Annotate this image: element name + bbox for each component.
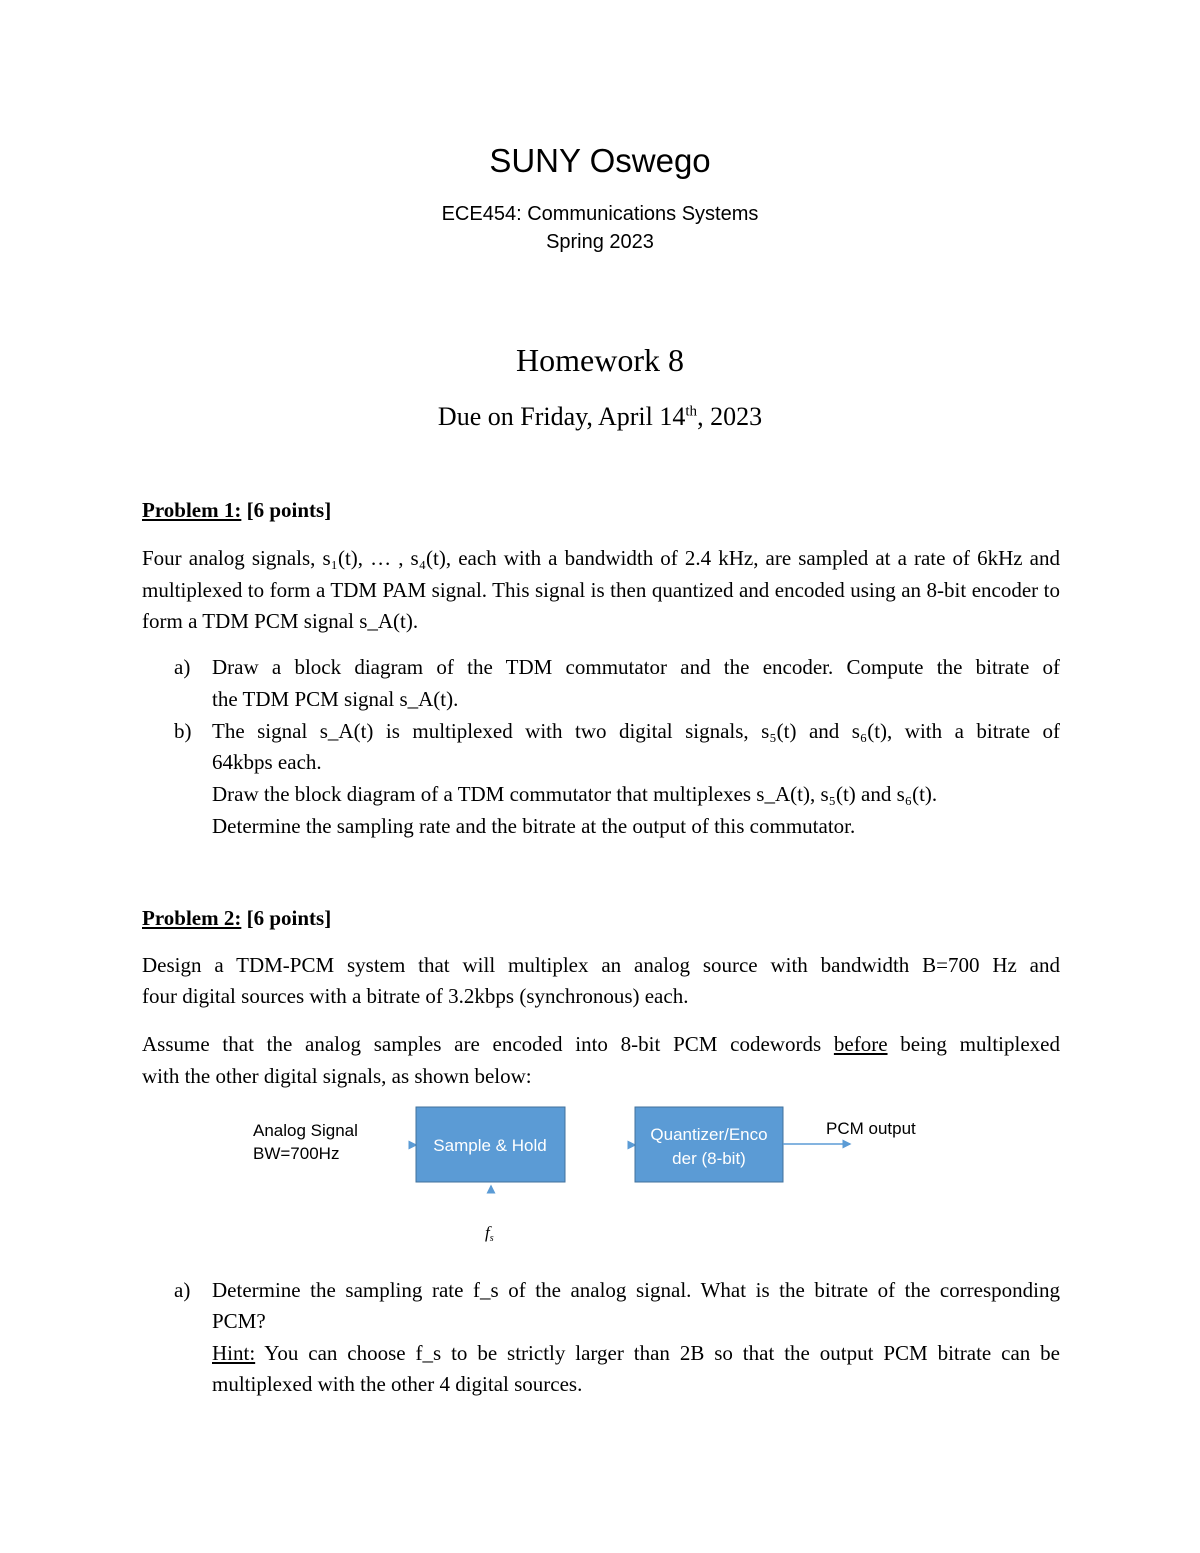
problem-1-b-line3: Draw the block diagram of a TDM commutator that multiplexes s_A(t), s₅(t) and s₆(t).	[212, 782, 938, 806]
due-prefix: Due on Friday, April 14	[437, 402, 686, 431]
fs-label: fs	[485, 1223, 494, 1244]
hint-label: Hint:	[212, 1341, 256, 1365]
problem-2-label: Problem 2:	[142, 906, 242, 930]
problem-2-hint-line2: multiplexed with the other 4 digital sources.	[212, 1372, 583, 1396]
due-suffix: , 2023	[697, 402, 763, 431]
problem-1-label: Problem 1:	[142, 498, 242, 522]
assume-post: being multiplexed	[887, 1032, 1060, 1056]
problem-1-intro: Four analog signals, s₁(t), … , s₄(t), each with a bandwidth of 2.4 kHz, are sampled at a rate of 6kHz and multiplexed to form a TDM PAM signal. This signal is then quantized and encoded using an 8-bit encoder to form a TDM PCM signal s_A(t).	[142, 546, 1060, 633]
pcm-output-label: PCM output	[826, 1119, 916, 1138]
due-superscript: th	[685, 403, 698, 420]
problem-2-a-line2: PCM?	[212, 1309, 266, 1333]
diagram-input-label-line1: Analog Signal	[253, 1121, 358, 1140]
course-name: ECE454: Communications Systems	[441, 203, 759, 225]
assume-underlined: before	[833, 1032, 888, 1056]
problem-2-hint-line1	[212, 1338, 1060, 1370]
problem-1-a-line2: the TDM PCM signal s_A(t).	[212, 687, 459, 711]
problem-1-b-marker: b)	[174, 719, 192, 743]
problem-1-b-line2: 64kbps each.	[212, 750, 322, 774]
problem-2-points: [6 points]	[241, 906, 332, 930]
problem-2-intro-line2: four digital sources with a bitrate of 3.2kbps (synchronous) each.	[142, 984, 689, 1008]
quantizer-label-line1: Quantizer/Enco	[650, 1125, 768, 1144]
problem-2-intro-line1: Design a TDM-PCM system that will multiplex an analog source with bandwidth B=700 Hz and	[142, 953, 1060, 977]
problem-1-a-marker: a)	[174, 655, 191, 679]
problem-1-points: [6 points]	[241, 498, 332, 522]
quantizer-label-line2: der (8-bit)	[672, 1149, 746, 1168]
assume-pre: Assume that the analog samples are encoded into 8-bit PCM codewords	[142, 1032, 834, 1056]
problem-1-b-line1: The signal s_A(t) is multiplexed with two digital signals, s₅(t) and s₆(t), with a bitrate of	[212, 719, 1060, 743]
problem-2-assume-line2: with the other digital signals, as shown below:	[142, 1064, 532, 1088]
problem-2-a-marker: a)	[174, 1278, 191, 1302]
problem-2-a-line1: Determine the sampling rate f_s of the analog signal. What is the bitrate of the corresponding	[212, 1278, 1060, 1302]
problem-1-b-line4: Determine the sampling rate and the bitrate at the output of this commutator.	[212, 814, 856, 838]
sample-hold-label: Sample & Hold	[433, 1136, 547, 1155]
institution-title: SUNY Oswego	[489, 142, 711, 179]
diagram-input-label-line2: BW=700Hz	[253, 1144, 340, 1163]
problem-1-a-line1: Draw a block diagram of the TDM commutator and the encoder. Compute the bitrate of	[212, 655, 1060, 679]
quantizer-encoder-block	[635, 1107, 783, 1182]
assignment-title: Homework 8	[516, 342, 684, 378]
term: Spring 2023	[546, 231, 654, 253]
hint-text: You can choose f_s to be strictly larger than 2B so that the output PCM bitrate can be	[255, 1341, 1060, 1365]
